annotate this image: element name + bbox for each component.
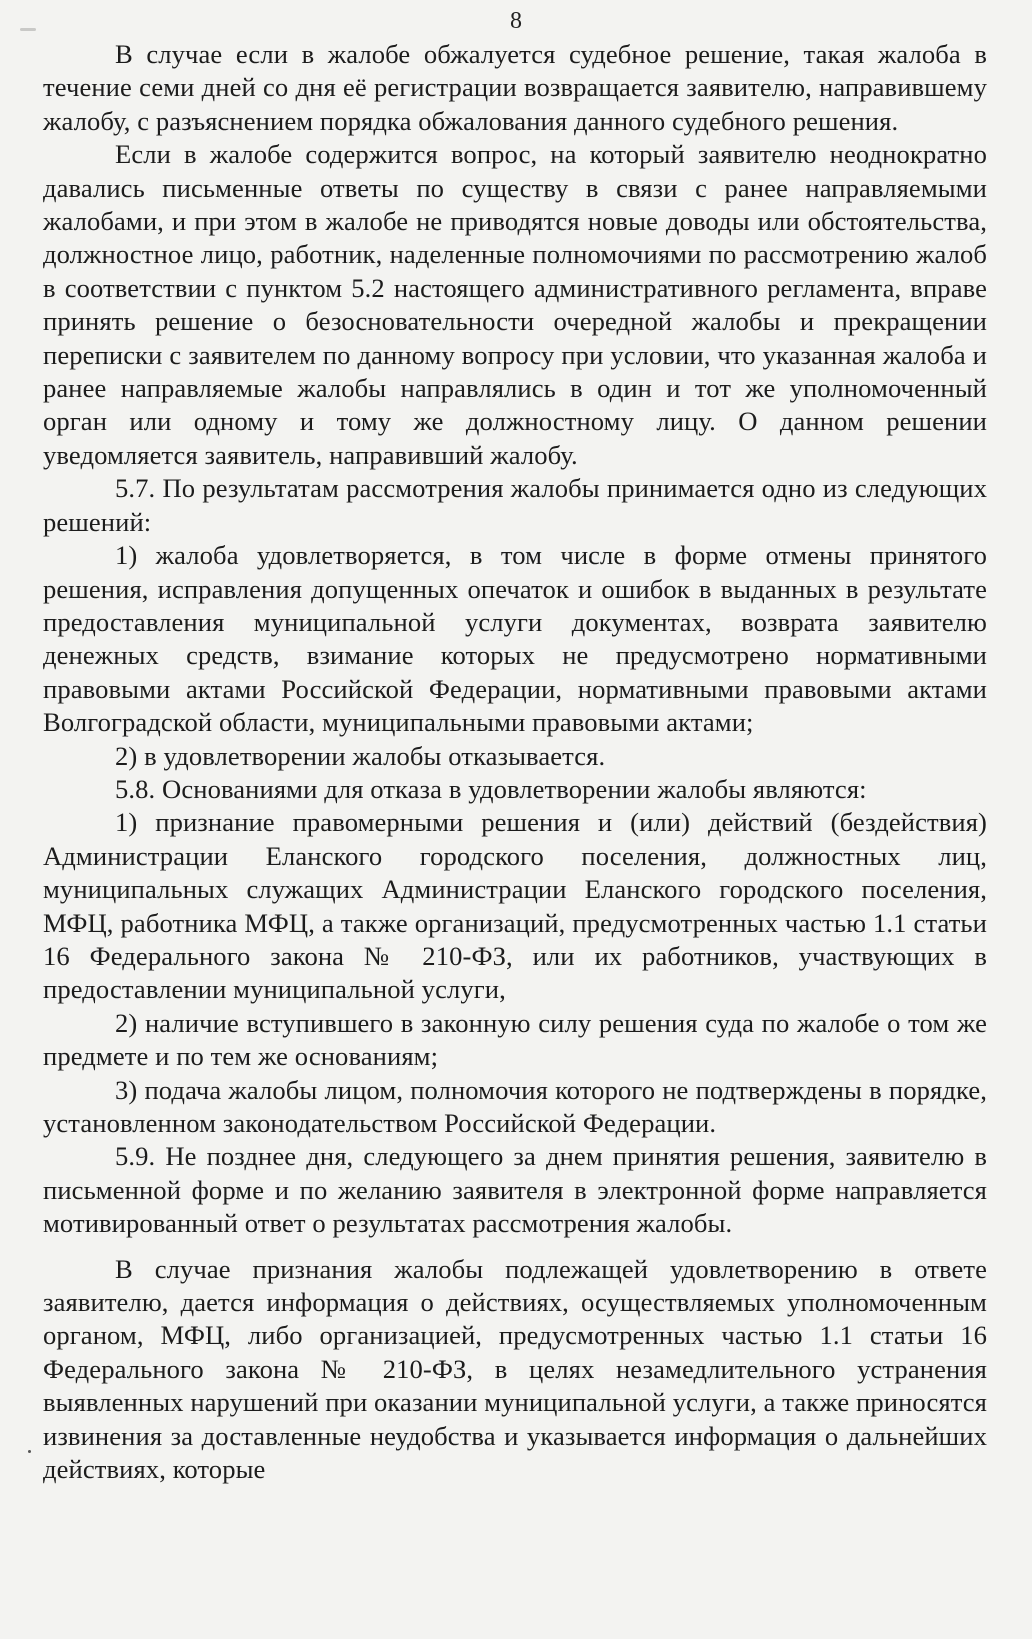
scan-speck: [28, 1450, 31, 1453]
paragraph-5-7-item-2: 2) в удовлетворении жалобы отказывается.: [115, 740, 606, 771]
paragraph-5-8-item-2: 2) наличие вступившего в законную силу решения суда по жалобе о том же предмете и по тем же основаниям;: [43, 1007, 987, 1072]
paragraph-court-decision: В случае если в жалобе обжалуется судебное решение, такая жалоба в течение семи дней со дня её регистрации возвращается заявителю, направившему жалобу, с разъяснением порядка обжалования данного судебного решения.: [43, 39, 987, 136]
paragraph-5-7: 5.7. По результатам рассмотрения жалобы принимается одно из следующих решений:: [43, 473, 987, 537]
paragraph-5-8-item-3: 3) подача жалобы лицом, полномочия которого не подтверждены в порядке, установленном законодательством Российской Федерации.: [43, 1074, 987, 1138]
paragraph-satisfied-complaint: В случае признания жалобы подлежащей удовлетворению в ответе заявителю, дается информация о действиях, осуществляемых уполномоченным органом, МФЦ, либо организацией, предусмотренных частью 1.1 статьи 16 Федерального закона № 210-ФЗ, в целях незамедлительного устранения выявленных нарушений при оказании муниципальной услуги, а также приносятся извинения за доставленные неудобства и указывается информация о дальнейших действиях, которые: [43, 1253, 987, 1485]
paragraph-5-7-item-1: 1) жалоба удовлетворяется, в том числе в форме отмены принятого решения, исправления допущенных опечаток и ошибок в выданных в результате предоставления муниципальной услуги документах, возврата заявителю денежных средств, взимание которых не предусмотрено нормативными правовыми актами Российской Федерации, нормативными правовыми актами Волгоградской области, муниципальными правовыми актами;: [43, 540, 987, 738]
paragraph-5-8: 5.8. Основаниями для отказа в удовлетворении жалобы являются:: [115, 773, 867, 804]
paragraph-5-8-item-1: 1) признание правомерными решения и (или) действий (бездействия) Администрации Еланского городского поселения, должностных лиц, муниципальных служащих Администрации Еланского городского поселения, МФЦ, работника МФЦ, а также организаций, предусмотренных частью 1.1 статьи 16 Федерального закона № 210-ФЗ, или их работников, участвующих в предоставлении муниципальной услуги,: [43, 807, 987, 1005]
paragraph-5-9: 5.9. Не позднее дня, следующего за днем принятия решения, заявителю в письменной форме и по желанию заявителя в электронной форме направляется мотивированный ответ о результатах рассмотрения жалобы.: [43, 1141, 987, 1239]
document-body: [43, 38, 987, 1486]
page-number: 8: [510, 8, 522, 34]
paragraph-repeated-question: Если в жалобе содержится вопрос, на который заявителю неоднократно давались письменные ответы по существу в связи с ранее направляемыми жалобами, и при этом в жалобе не приводятся новые доводы или обстоятельства, должностное лицо, работник, наделенные полномочиями по рассмотрению жалоб в соответствии с пунктом 5.2 настоящего административного регламента, вправе принять решение о безосновательности очередной жалобы и прекращении переписки с заявителем по данному вопросу при условии, что указанная жалоба и ранее направляемые жалобы направлялись в один и тот же уполномоченный орган или одному и тому же должностному лицу. О данном решении уведомляется заявитель, направивший жалобу.: [43, 139, 987, 470]
